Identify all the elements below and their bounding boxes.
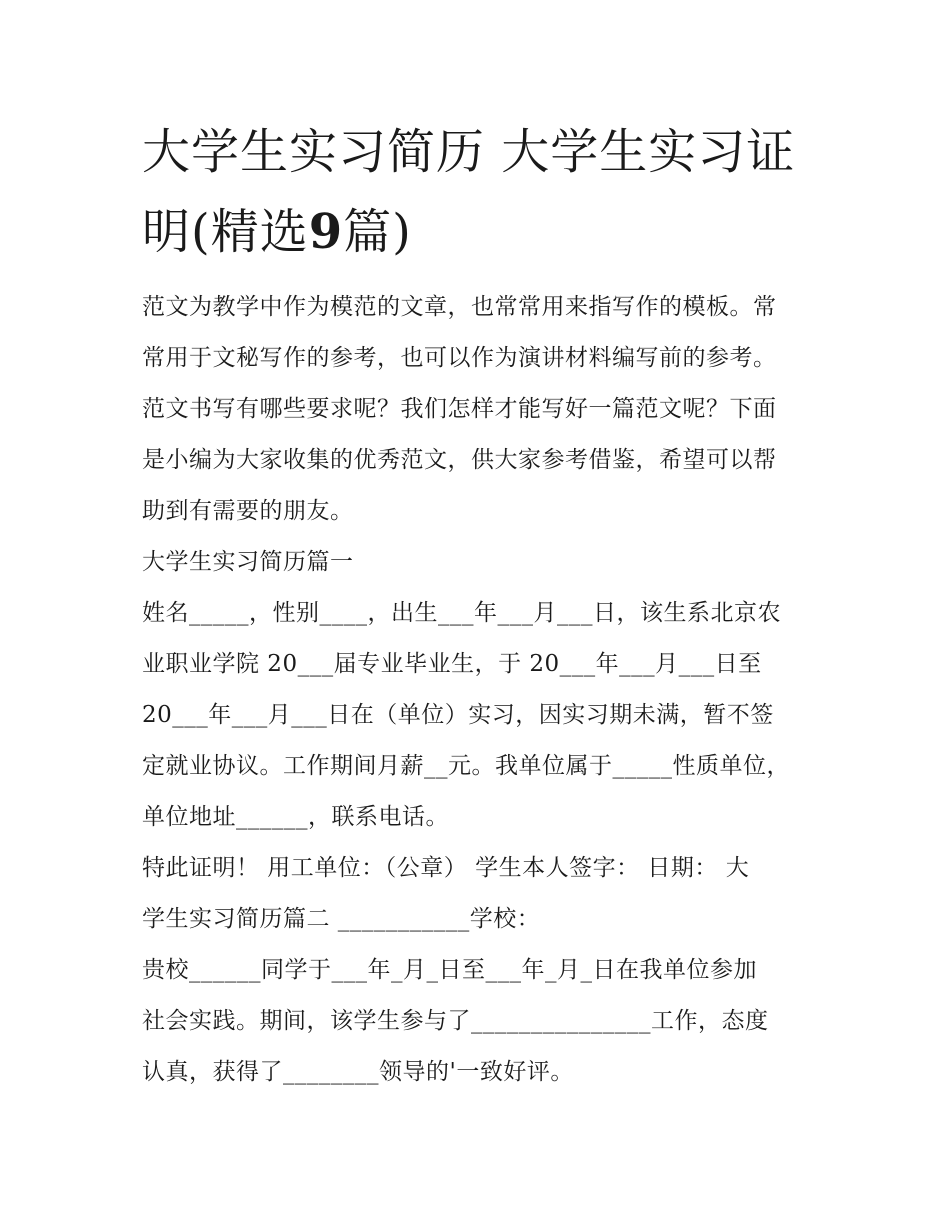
- paragraph-line: 业职业学院 20___届专业毕业生，于 20___年___月___日至: [142, 651, 762, 677]
- document-body: [142, 282, 818, 1098]
- document-title: [142, 112, 818, 272]
- title-number: 9: [308, 204, 344, 260]
- section-heading-1: [142, 537, 818, 588]
- title-line-2-part-a: 明(精选: [142, 204, 309, 260]
- paragraph-line: 范文为教学中作为模范的文章，也常常用来指写作的模板。常: [142, 294, 777, 320]
- paragraph-line: 贵校______同学于___年_月_日至___年_月_日在我单位参加: [142, 957, 757, 983]
- title-line-2-part-c: 篇): [343, 204, 412, 260]
- practice-paragraph: [142, 945, 818, 1098]
- paragraph-line: 姓名_____，性别____，出生___年___月___日，该生系北京农: [142, 600, 781, 626]
- paragraph-line: 大学生实习简历篇一: [142, 549, 354, 575]
- paragraph-line: 是小编为大家收集的优秀范文，供大家参考借鉴，希望可以帮: [142, 447, 777, 473]
- paragraph-line: 助到有需要的朋友。: [142, 498, 354, 524]
- paragraph-line: 认真，获得了________领导的'一致好评。: [142, 1059, 574, 1085]
- title-line-2: [142, 192, 818, 272]
- paragraph-line: 20___年___月___日在（单位）实习，因实习期未满，暂不签: [142, 702, 774, 728]
- title-line-1: 大学生实习简历 大学生实习证: [142, 124, 796, 180]
- paragraph-line: 定就业协议。工作期间月薪__元。我单位属于_____性质单位，: [142, 753, 790, 779]
- document-page: [142, 112, 818, 1098]
- paragraph-line: 学生实习简历篇二 ___________学校：: [142, 906, 541, 932]
- paragraph-line: 常用于文秘写作的参考，也可以作为演讲材料编写前的参考。: [142, 345, 777, 371]
- paragraph-line: 单位地址______，联系电话。: [142, 804, 449, 830]
- certificate-paragraph: [142, 588, 818, 843]
- signature-paragraph: [142, 843, 818, 945]
- paragraph-line: 范文书写有哪些要求呢？我们怎样才能写好一篇范文呢？下面: [142, 396, 777, 422]
- paragraph-line: 特此证明！ 用工单位：（公章） 学生本人签字： 日期： 大: [142, 855, 750, 881]
- paragraph-line: 社会实践。期间，该学生参与了_______________工作，态度: [142, 1008, 769, 1034]
- intro-paragraph: [142, 282, 818, 537]
